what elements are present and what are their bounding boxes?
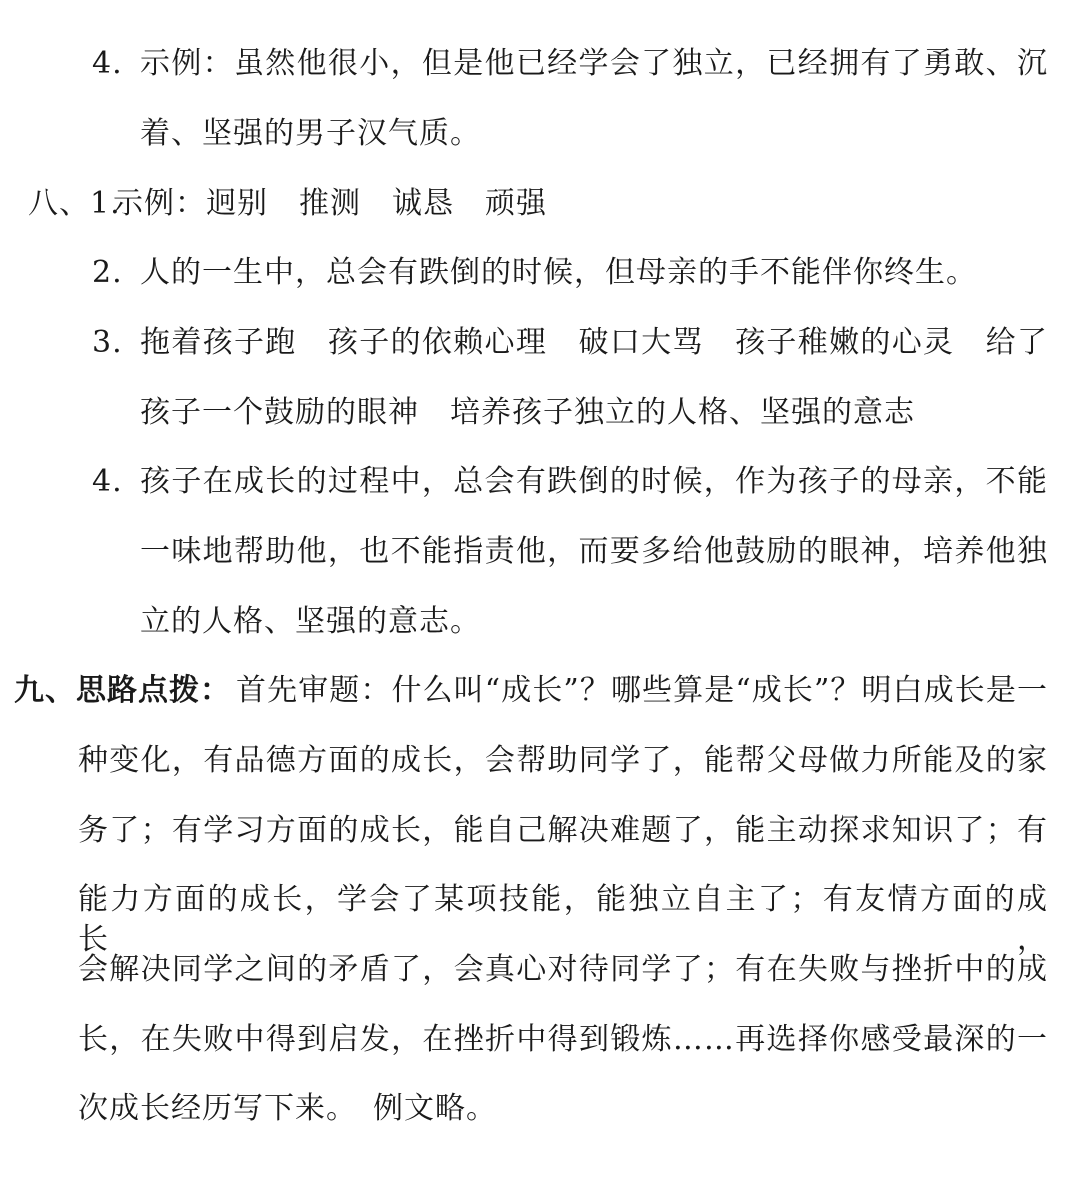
s7-item4-line1: 示例：虽然他很小，但是他已经学会了独立，已经拥有了勇敢、沉 <box>140 46 1048 81</box>
s8-label: 八、1. <box>28 186 121 221</box>
s8-item4-line1: 孩子在成长的过程中，总会有跌倒的时候，作为孩子的母亲，不能 <box>140 464 1048 499</box>
s8-item2-number: 2. <box>92 255 123 290</box>
s9-line6: 长，在失败中得到启发，在挫折中得到锻炼……再选择你感受最深的一 <box>78 1022 1048 1057</box>
s7-item4-line2: 着、坚强的男子汉气质。 <box>140 116 481 151</box>
s9-line3: 务了；有学习方面的成长，能自己解决难题了，能主动探求知识了；有 <box>78 813 1048 848</box>
s8-item4-line3: 立的人格、坚强的意志。 <box>140 604 481 639</box>
s8-item3-number: 3. <box>92 325 123 360</box>
s9-line1: 首先审题：什么叫“成长”？哪些算是“成长”？明白成长是一 <box>236 673 1048 708</box>
s9-line7: 次成长经历写下来。 例文略。 <box>78 1091 497 1126</box>
s8-item4-line2: 一味地帮助他，也不能指责他，而要多给他鼓励的眼神，培养他独 <box>140 534 1048 569</box>
s9-line4: 能力方面的成长，学会了某项技能，能独立自主了；有友情方面的成长， <box>78 882 1048 957</box>
s8-item4-number: 4. <box>92 464 123 499</box>
s8-item2-text: 人的一生中，总会有跌倒的时候，但母亲的手不能伴你终生。 <box>140 255 977 290</box>
s8-item1-text: 示例：迥别 推测 诚恳 顽强 <box>113 186 547 221</box>
s9-line2: 种变化，有品德方面的成长，会帮助同学了，能帮父母做力所能及的家 <box>78 743 1048 778</box>
s8-item3-line1: 拖着孩子跑 孩子的依赖心理 破口大骂 孩子稚嫩的心灵 给了 <box>140 325 1048 360</box>
s7-item4-number: 4. <box>92 46 123 81</box>
s9-label: 九、思路点拨： <box>14 673 231 708</box>
s8-item3-line2: 孩子一个鼓励的眼神 培养孩子独立的人格、坚强的意志 <box>140 395 915 430</box>
s9-line5: 会解决同学之间的矛盾了，会真心对待同学了；有在失败与挫折中的成 <box>78 952 1048 987</box>
